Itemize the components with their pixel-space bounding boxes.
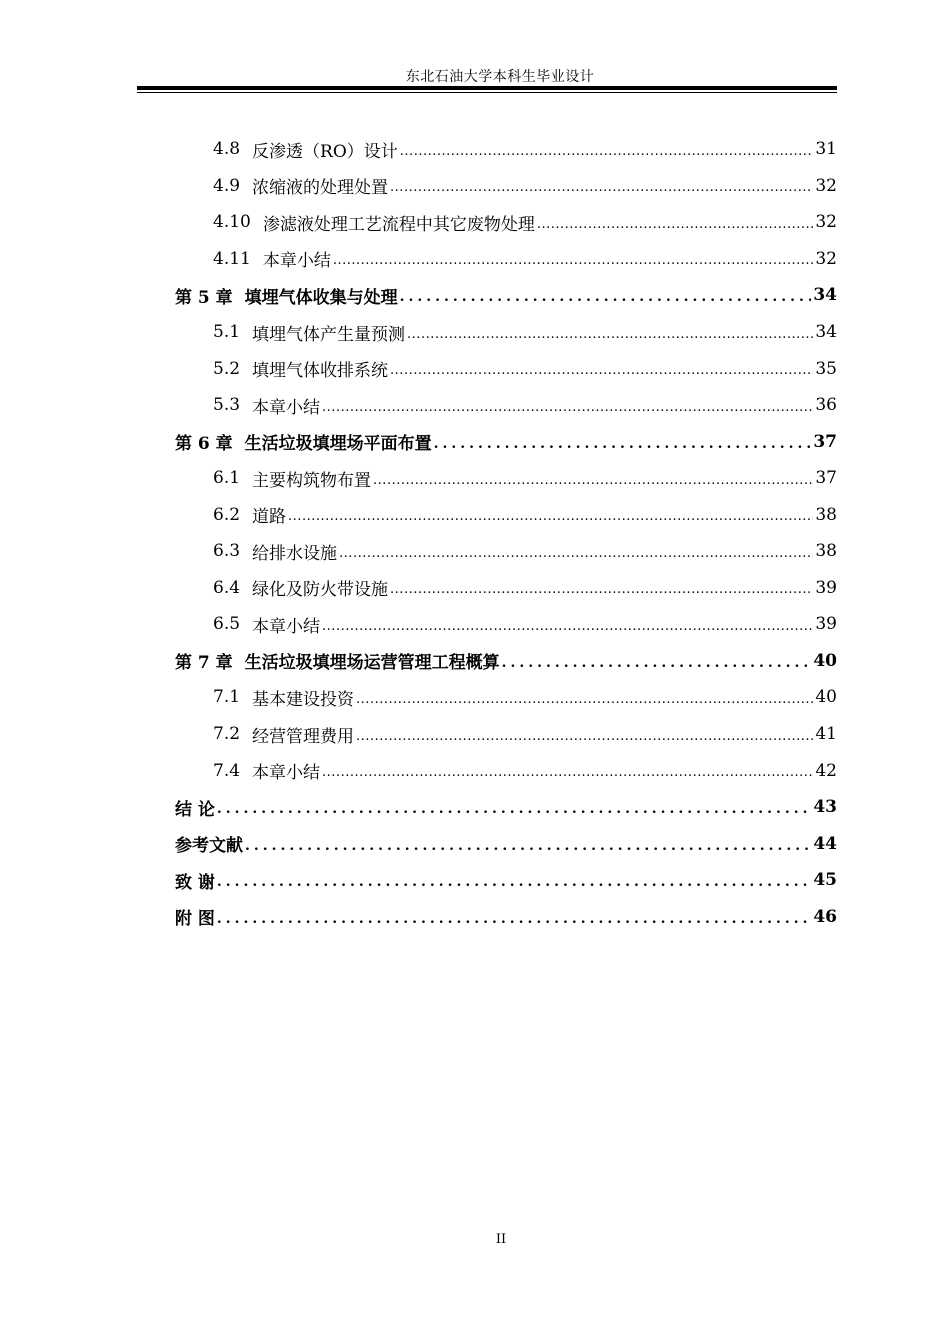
toc-entry-number: 4.9 bbox=[213, 175, 241, 196]
toc-entry-title: 反渗透（RO）设计 bbox=[252, 141, 398, 162]
toc-dot-leader bbox=[322, 400, 813, 415]
toc-dot-leader bbox=[356, 692, 813, 707]
toc-entry-title: 绿化及防火带设施 bbox=[252, 580, 389, 601]
toc-entry-title: 本章小结 bbox=[262, 251, 331, 272]
toc-section-entry[interactable] bbox=[175, 131, 837, 168]
toc-entry-number: 第 5 章 bbox=[175, 287, 233, 308]
toc-chapter-entry[interactable] bbox=[175, 423, 837, 460]
toc-entry-title: 渗滤液处理工艺流程中其它废物处理 bbox=[262, 214, 535, 235]
toc-entry-number: 7.2 bbox=[213, 724, 241, 745]
toc-entry-page: 46 bbox=[813, 906, 837, 927]
toc-entry-number: 4.10 bbox=[213, 212, 251, 233]
toc-chapter-entry[interactable] bbox=[175, 789, 837, 826]
toc-entry-title: 给排水设施 bbox=[252, 543, 338, 564]
toc-entry-number: 4.8 bbox=[213, 139, 241, 160]
toc-entry-number: 6.5 bbox=[213, 614, 241, 635]
toc-dot-leader bbox=[288, 509, 813, 524]
toc-entry-page: 38 bbox=[815, 541, 837, 562]
toc-section-entry[interactable] bbox=[175, 387, 837, 424]
toc-chapter-entry[interactable] bbox=[175, 277, 837, 314]
toc-section-entry[interactable] bbox=[175, 241, 837, 278]
toc-chapter-entry[interactable] bbox=[175, 643, 837, 680]
toc-dot-leader bbox=[217, 911, 811, 927]
toc-entry-page: 38 bbox=[815, 504, 837, 525]
toc-dot-leader bbox=[390, 180, 813, 195]
toc-entry-page: 31 bbox=[815, 139, 837, 160]
toc-dot-leader bbox=[390, 582, 813, 597]
toc-section-entry[interactable] bbox=[175, 679, 837, 716]
toc-chapter-entry[interactable] bbox=[175, 898, 837, 935]
toc-entry-page: 45 bbox=[813, 870, 837, 891]
toc-dot-leader bbox=[502, 655, 812, 671]
toc-entry-title: 道路 bbox=[252, 507, 287, 528]
toc-entry-number: 7.1 bbox=[213, 687, 241, 708]
toc-dot-leader bbox=[537, 217, 814, 232]
toc-dot-leader bbox=[434, 436, 812, 452]
toc-entry-title: 填埋气体收集与处理 bbox=[244, 287, 398, 308]
toc-entry-page: 42 bbox=[815, 760, 837, 781]
toc-entry-title: 浓缩液的处理处置 bbox=[252, 178, 389, 199]
toc-entry-page: 40 bbox=[813, 650, 837, 671]
toc-section-entry[interactable] bbox=[175, 606, 837, 643]
header-rule-thick bbox=[137, 86, 837, 90]
toc-entry-page: 36 bbox=[815, 395, 837, 416]
header-rule-thin bbox=[137, 92, 837, 93]
page-header-title: 东北石油大学本科生毕业设计 bbox=[405, 69, 595, 85]
toc-entry-number: 5.1 bbox=[213, 322, 241, 342]
toc-entry-page: 37 bbox=[815, 468, 837, 489]
toc-entry-number: 第 6 章 bbox=[175, 434, 233, 455]
toc-entry-page: 35 bbox=[815, 358, 837, 379]
toc-entry-title: 填埋气体产生量预测 bbox=[252, 324, 406, 345]
toc-entry-number: 6.4 bbox=[213, 577, 241, 598]
toc-entry-title: 本章小结 bbox=[252, 616, 321, 637]
toc-dot-leader bbox=[390, 363, 813, 378]
toc-entry-title: 生活垃圾填埋场运营管理工程概算 bbox=[244, 653, 500, 674]
toc-entry-number: 5.3 bbox=[213, 395, 241, 416]
toc-section-entry[interactable] bbox=[175, 570, 837, 607]
toc-entry-title: 本章小结 bbox=[252, 397, 321, 418]
toc-entry-title: 经营管理费用 bbox=[252, 726, 355, 747]
toc-entry-number: 4.11 bbox=[213, 248, 251, 269]
toc-dot-leader bbox=[217, 874, 811, 890]
toc-entry-number: 6.1 bbox=[213, 468, 241, 489]
toc-dot-leader bbox=[356, 729, 813, 744]
toc-chapter-entry[interactable] bbox=[175, 862, 837, 899]
toc-entry-page: 37 bbox=[813, 431, 837, 452]
toc-entry-page: 44 bbox=[813, 833, 837, 854]
table-of-contents bbox=[175, 131, 837, 935]
toc-entry-page: 39 bbox=[815, 614, 837, 635]
toc-entry-title: 生活垃圾填埋场平面布置 bbox=[244, 434, 432, 455]
toc-section-entry[interactable] bbox=[175, 752, 837, 789]
toc-section-entry[interactable] bbox=[175, 168, 837, 205]
toc-section-entry[interactable] bbox=[175, 496, 837, 533]
page-number: II bbox=[495, 1232, 507, 1247]
toc-entry-title: 本章小结 bbox=[252, 763, 321, 784]
toc-dot-leader bbox=[400, 144, 814, 159]
toc-entry-title: 基本建设投资 bbox=[252, 689, 355, 710]
toc-chapter-entry[interactable] bbox=[175, 825, 837, 862]
toc-section-entry[interactable] bbox=[175, 314, 837, 351]
toc-entry-page: 41 bbox=[815, 724, 837, 745]
toc-entry-number: 7.4 bbox=[213, 760, 241, 781]
toc-entry-page: 34 bbox=[813, 285, 837, 306]
toc-dot-leader bbox=[245, 838, 811, 854]
toc-entry-title: 参考文献 bbox=[175, 836, 243, 857]
toc-section-entry[interactable] bbox=[175, 204, 837, 241]
toc-entry-page: 40 bbox=[815, 687, 837, 708]
toc-section-entry[interactable] bbox=[175, 460, 837, 497]
toc-dot-leader bbox=[217, 801, 811, 817]
toc-dot-leader bbox=[373, 473, 813, 488]
toc-entry-number: 第 7 章 bbox=[175, 653, 233, 674]
toc-entry-number: 6.3 bbox=[213, 541, 241, 562]
toc-dot-leader bbox=[322, 619, 813, 634]
toc-entry-page: 32 bbox=[815, 175, 837, 196]
toc-section-entry[interactable] bbox=[175, 716, 837, 753]
toc-entry-page: 32 bbox=[815, 212, 837, 233]
toc-section-entry[interactable] bbox=[175, 533, 837, 570]
toc-entry-number: 5.2 bbox=[213, 358, 241, 379]
toc-entry-title: 附 图 bbox=[175, 909, 215, 930]
toc-dot-leader bbox=[339, 546, 813, 561]
toc-entry-page: 39 bbox=[815, 577, 837, 598]
toc-entry-title: 结 论 bbox=[175, 799, 215, 820]
toc-entry-page: 32 bbox=[815, 248, 837, 269]
toc-entry-title: 致 谢 bbox=[175, 872, 215, 893]
toc-entry-title: 填埋气体收排系统 bbox=[252, 361, 389, 382]
toc-dot-leader bbox=[407, 327, 813, 342]
toc-entry-page: 34 bbox=[815, 322, 837, 342]
toc-section-entry[interactable] bbox=[175, 350, 837, 387]
toc-dot-leader bbox=[333, 253, 814, 268]
toc-dot-leader bbox=[400, 289, 812, 305]
toc-entry-title: 主要构筑物布置 bbox=[252, 470, 372, 491]
toc-entry-page: 43 bbox=[813, 797, 837, 818]
toc-entry-number: 6.2 bbox=[213, 504, 241, 525]
toc-dot-leader bbox=[322, 765, 813, 780]
